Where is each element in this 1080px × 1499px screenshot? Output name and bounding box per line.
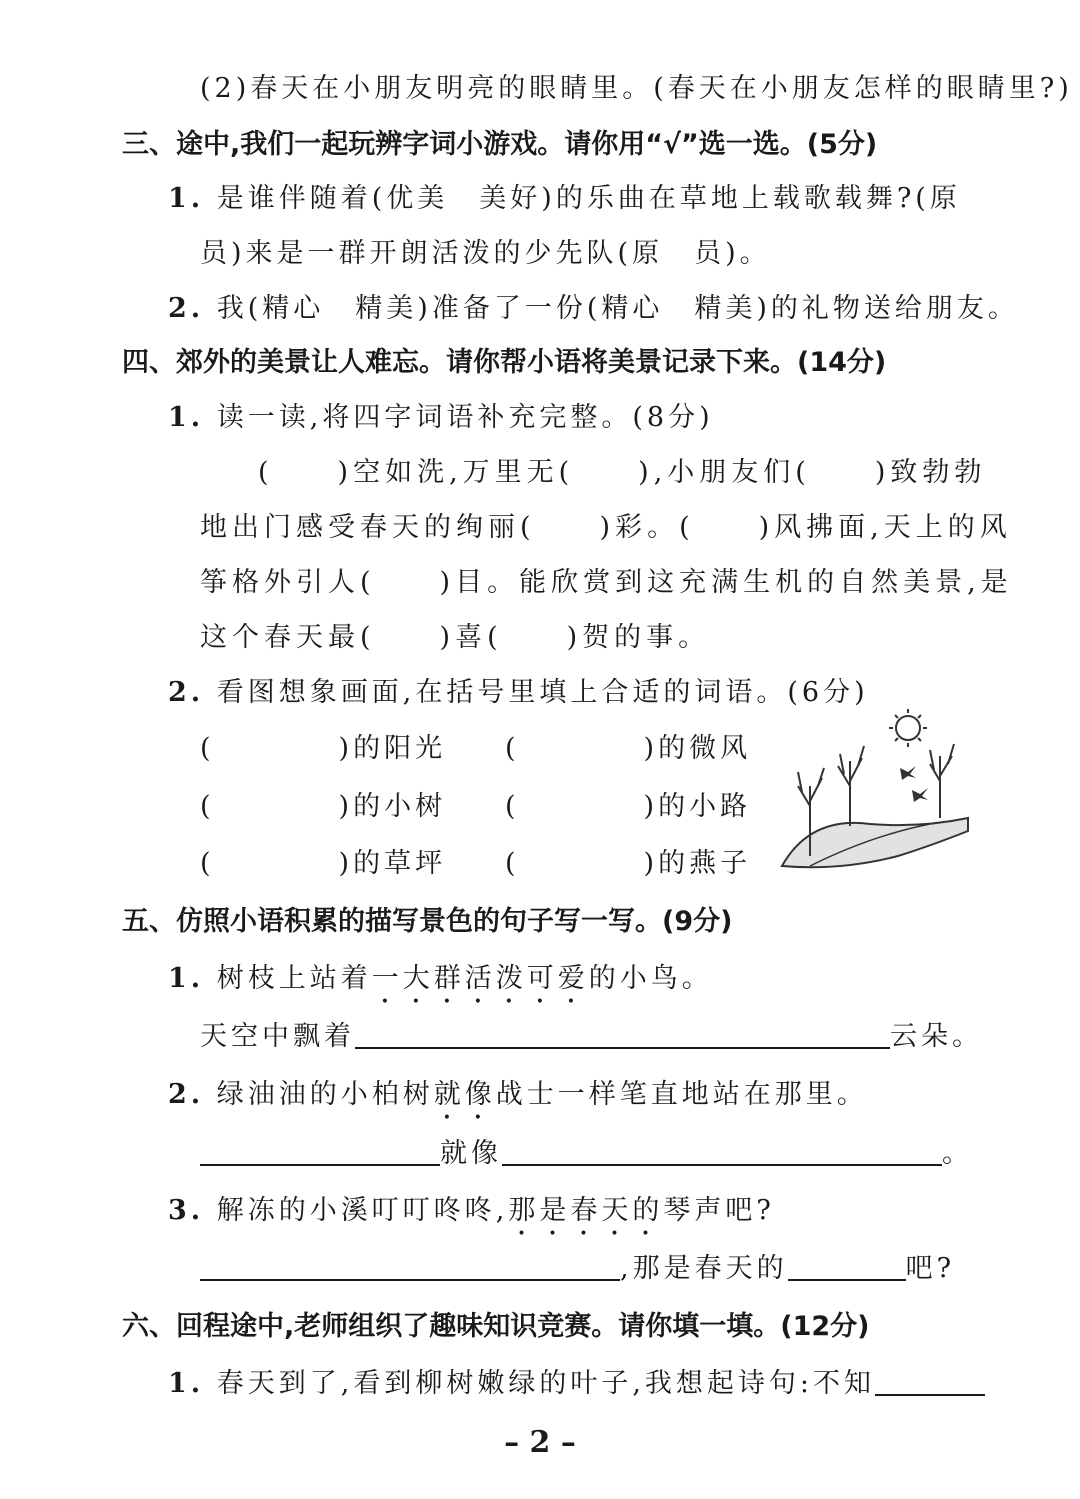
s5-q3-number: 3. [168,1195,205,1226]
s5-q2b-end: 。 [942,1138,973,1169]
s5-q1-pre: 树枝上站着 [204,963,372,994]
s4-q1-line [168,401,714,435]
fill-breeze: ( )的微风 [505,733,752,764]
s5-q2-pre: 绿油油的小柏树 [204,1079,434,1110]
s5-q2-post: 战士一样笔直地站在那里。 [495,1079,868,1110]
s5-q2-emphasis: 就像 [433,1079,496,1110]
s5-q1-number: 1. [168,963,205,994]
sun-icon [889,709,927,747]
s6-q1-line [168,1367,985,1401]
s5-q3-line [168,1194,775,1242]
s5-q2-line [168,1078,868,1126]
swallow-icon [900,766,916,780]
s4-passage-line4: 这个春天最( )喜( )贺的事。 [200,622,711,653]
s3-q2-text: 我(精心 精美)准备了一份(精心 精美)的礼物送给朋友。 [204,293,1019,324]
question-2-line: (2)春天在小朋友明亮的眼睛里。(春天在小朋友怎样的眼睛里?) [200,73,1073,104]
s5-q3-post: 琴声吧? [663,1195,775,1226]
s3-q1-line2: 员)来是一群开朗活泼的少先队(原 员)。 [200,238,771,269]
swallow-icon-2 [912,788,928,802]
spring-scene-illustration [780,706,970,871]
s5-q3-emphasis: 那是春天的 [508,1195,664,1226]
fill-lawn: ( )的草坪 [200,848,447,879]
fill-small-tree: ( )的小树 [200,791,447,822]
s5-q1b-post: 云朵。 [890,1021,983,1052]
s5-q2b-mid: 就像 [440,1138,502,1169]
fill-small-path: ( )的小路 [505,791,752,822]
s5-q1-line [168,962,713,1010]
s3-q1-text: 是谁伴随着(优美 美好)的乐曲在草地上载歌载舞?(原 [204,183,961,214]
s5-q1-answer-line [200,1020,983,1054]
answer-blank[interactable] [788,1253,906,1281]
fill-swallow: ( )的燕子 [505,848,752,879]
fill-sunshine: ( )的阳光 [200,733,447,764]
s4-q1-text: 读一读,将四字词语补充完整。(8分) [204,402,714,433]
answer-blank[interactable] [200,1253,620,1281]
s3-q1-number: 1. [168,183,205,214]
s6-q1-number: 1. [168,1368,205,1399]
s4-passage-line2: 地出门感受春天的绚丽( )彩。( )风拂面,天上的风 [200,512,1012,543]
s3-q1-line1 [168,182,961,216]
s4-q1-number: 1. [168,402,205,433]
s6-q1-text: 春天到了,看到柳树嫩绿的叶子,我想起诗句:不知 [204,1368,876,1399]
answer-blank[interactable] [355,1021,890,1049]
section-4-heading: 四、郊外的美景让人难忘。请你帮小语将美景记录下来。(14分) [122,347,887,378]
answer-blank[interactable] [875,1368,985,1396]
s5-q3-answer-line [200,1252,955,1286]
section-3-heading: 三、途中,我们一起玩辨字词小游戏。请你用“√”选一选。(5分) [122,129,878,160]
s5-q3b-mid: ,那是春天的 [620,1253,788,1284]
s4-passage-line3: 筝格外引人( )目。能欣赏到这充满生机的自然美景,是 [200,567,1013,598]
s5-q1b-pre: 天空中飘着 [200,1021,355,1052]
s3-q2-line [168,292,1019,326]
section-5-heading: 五、仿照小语积累的描写景色的句子写一写。(9分) [122,906,733,937]
s5-q2-number: 2. [168,1079,205,1110]
s4-q2-number: 2. [168,677,205,708]
s5-q1-emphasis: 一大群活泼可爱 [371,963,589,994]
s4-q2-text: 看图想象画面,在括号里填上合适的词语。(6分) [204,677,869,708]
page-number: – 2 – [504,1425,576,1460]
s5-q3b-end: 吧? [905,1253,956,1284]
s5-q3-pre: 解冻的小溪叮叮咚咚, [204,1195,509,1226]
s4-passage-line1: ( )空如洗,万里无( ),小朋友们( )致勃勃 [258,457,987,488]
s5-q1-post: 的小鸟。 [588,963,713,994]
s3-q2-number: 2. [168,293,205,324]
s5-q2-answer-line [200,1137,973,1171]
section-6-heading: 六、回程途中,老师组织了趣味知识竞赛。请你填一填。(12分) [122,1311,870,1342]
s4-q2-line [168,676,869,710]
answer-blank[interactable] [502,1138,942,1166]
answer-blank[interactable] [200,1138,440,1166]
